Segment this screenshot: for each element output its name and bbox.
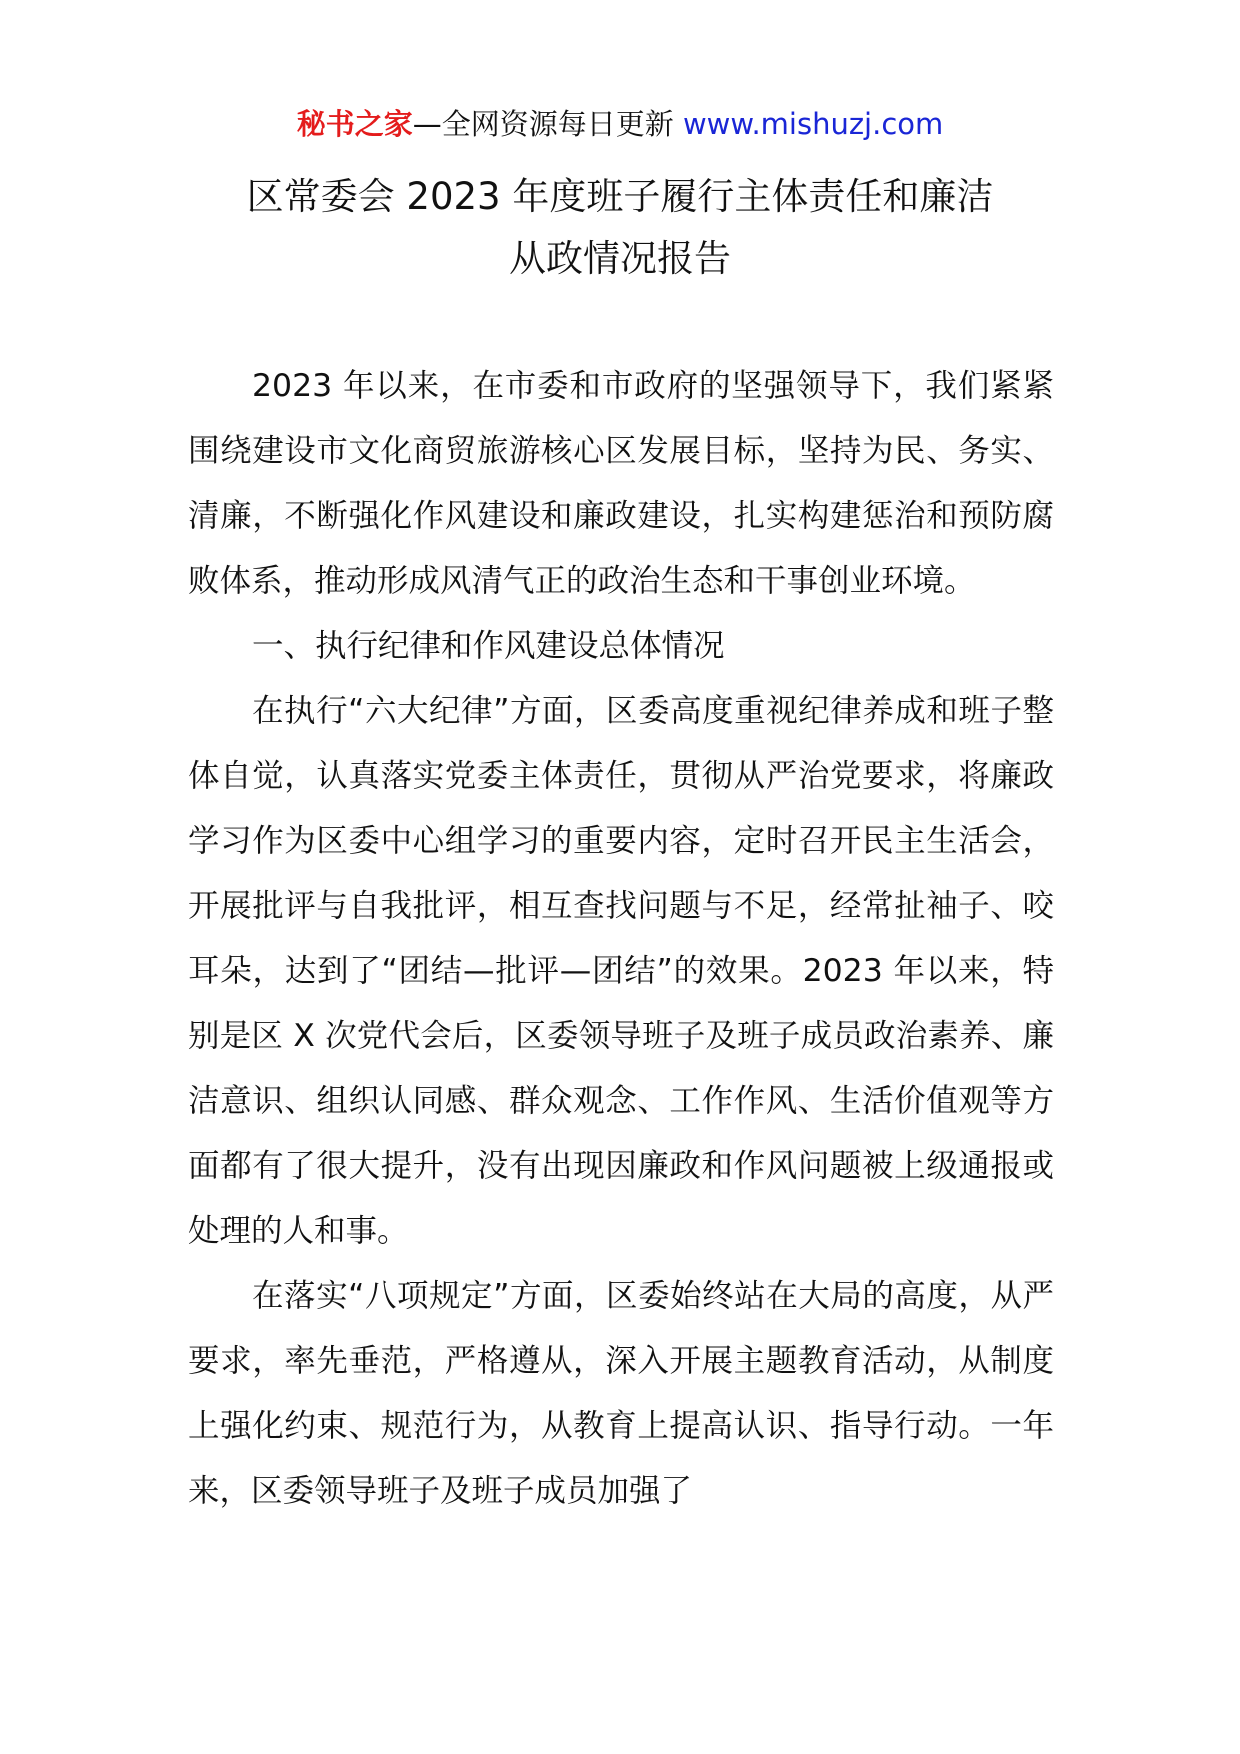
site-brand: 秘书之家	[296, 107, 413, 141]
site-header	[0, 100, 1240, 148]
document-title-line-1: 区常委会 2023 年度班子履行主体责任和廉洁	[246, 175, 994, 218]
paragraph-eight-rules: 在落实“八项规定”方面，区委始终站在大局的高度，从严要求，率先垂范，严格遵从，深入开展主题教育活动，从制度上强化约束、规范行为，从教育上提高认识、指导行动。一年来，区委领导班子及班子成员加强了	[188, 1278, 1054, 1509]
document-body	[188, 354, 1054, 1524]
site-url-link[interactable]: www.mishuzj.com	[682, 107, 944, 141]
document-title	[0, 166, 1240, 290]
section-heading: 一、执行纪律和作风建设总体情况	[252, 628, 725, 664]
document-title-line-2: 从政情况报告	[509, 237, 731, 280]
paragraph-discipline: 在执行“六大纪律”方面，区委高度重视纪律养成和班子整体自觉，认真落实党委主体责任，贯彻从严治党要求，将廉政学习作为区委中心组学习的重要内容，定时召开民主生活会，开展批评与自我批评，相互查找问题与不足，经常扯袖子、咬耳朵，达到了“团结—批评—团结”的效果。2023 年以来，特别是区 X 次党代会后，区委领导班子及班子成员政治素养、廉洁意识、组织认同感、群众观念、工作作风、生活价值观等方面都有了很大提升，没有出现因廉政和作风问题被上级通报或处理的人和事。	[188, 693, 1054, 1249]
paragraph-intro: 2023 年以来，在市委和市政府的坚强领导下，我们紧紧围绕建设市文化商贸旅游核心区发展目标，坚持为民、务实、清廉，不断强化作风建设和廉政建设，扎实构建惩治和预防腐败体系，推动形成风清气正的政治生态和干事创业环境。	[188, 368, 1054, 599]
site-tagline: —全网资源每日更新	[412, 107, 674, 141]
